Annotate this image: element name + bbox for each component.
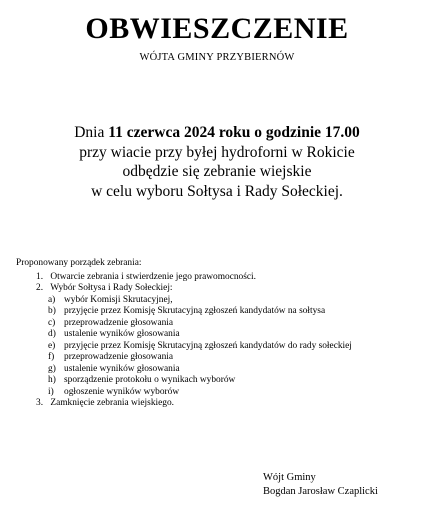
agenda-list (14, 272, 424, 410)
agenda-subitem (48, 295, 424, 307)
agenda-item-number: 3. (36, 398, 44, 408)
document-subtitle: WÓJTA GMINY PRZYBIERNÓW (139, 52, 295, 63)
agenda-subitem (48, 375, 424, 387)
agenda-subitem-letter: a) (48, 294, 56, 305)
agenda-subitem-letter: g) (48, 363, 56, 374)
agenda-subitem-text: wybór Komisji Skrutacyjnej, (64, 294, 173, 305)
notice-date-time: 11 czerwca 2024 roku o godzinie 17.00 (108, 124, 360, 141)
signature-name: Bogdan Jarosław Czaplicki (263, 486, 378, 497)
agenda-subitem (48, 306, 424, 318)
agenda-subitem-letter: i) (48, 386, 54, 397)
notice-text (0, 123, 434, 201)
agenda-subitem (48, 387, 424, 399)
agenda-sublist (36, 295, 424, 399)
agenda-item (36, 283, 424, 398)
notice-line-place: przy wiacie przy byłej hydroforni w Rokicie (79, 143, 355, 161)
agenda-item-number: 2. (36, 283, 44, 293)
agenda-item (36, 272, 424, 284)
agenda-item-text: Wybór Sołtysa i Rady Sołeckiej: (50, 283, 173, 293)
notice-line-purpose: w celu wyboru Sołtysa i Rady Sołeckiej. (91, 182, 343, 200)
agenda-subitem-letter: c) (48, 317, 56, 328)
agenda-subitem (48, 364, 424, 376)
agenda-item-text: Otwarcie zebrania i stwierdzenie jego prawomocności. (50, 271, 256, 282)
agenda-item (36, 398, 424, 410)
agenda-subitem (48, 318, 424, 330)
agenda-subitem-letter: d) (48, 329, 56, 339)
agenda-subitem-text: przyjęcie przez Komisję Skrutacyjną zgłoszeń kandydatów do rady sołeckiej (64, 340, 352, 351)
agenda-subitem-letter: f) (48, 352, 55, 362)
agenda-subitem-letter: b) (48, 306, 56, 316)
signature-block (263, 471, 378, 499)
document-title: OBWIESZCZENIE (85, 12, 349, 45)
agenda-subitem (48, 341, 424, 353)
agenda-subitem-letter: e) (48, 340, 56, 351)
notice-line-meeting: odbędzie się zebranie wiejskie (122, 163, 312, 180)
agenda-item-text: Zamknięcie zebrania wiejskiego. (50, 398, 174, 408)
agenda (14, 258, 424, 410)
signature-role: Wójt Gminy (263, 472, 316, 483)
notice-date-prefix: Dnia (74, 124, 109, 141)
notice-line-date (0, 123, 434, 143)
agenda-item-number: 1. (36, 271, 44, 282)
agenda-subitem-text: przeprowadzenie głosowania (64, 317, 174, 328)
agenda-subitem-text: ustalenie wyników głosowania (64, 329, 180, 339)
agenda-subitem-text: ustalenie wyników głosowania (64, 363, 180, 374)
agenda-subitem-letter: h) (48, 375, 56, 385)
agenda-subitem-text: sporządzenie protokołu o wynikach wyborów (64, 375, 236, 385)
agenda-subitem (48, 329, 424, 341)
agenda-subitem-text: przeprowadzenie głosowania (64, 352, 174, 362)
agenda-subitem-text: ogłoszenie wyników wyborów (64, 386, 180, 397)
agenda-subitem-text: przyjęcie przez Komisję Skrutacyjną zgłoszeń kandydatów na sołtysa (64, 306, 326, 316)
agenda-heading: Proponowany porządek zebrania: (16, 258, 142, 268)
agenda-subitem (48, 352, 424, 364)
